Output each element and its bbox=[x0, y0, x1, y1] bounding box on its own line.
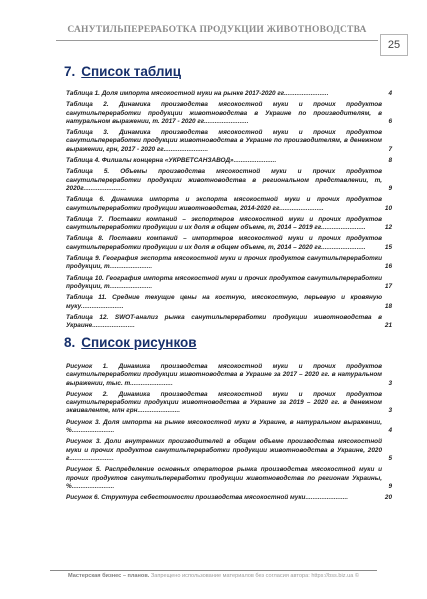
tables-list bbox=[66, 90, 392, 333]
table-toc-entry[interactable] bbox=[66, 235, 392, 252]
toc-entry-page: 18 bbox=[384, 302, 392, 310]
dot-leader: ........................ bbox=[137, 407, 181, 415]
toc-entry-text: Таблица 1. Доля импорта мясокостной муки на рынке 2017-2020 гг. bbox=[66, 90, 286, 97]
table-toc-entry[interactable] bbox=[66, 314, 392, 331]
toc-entry-page: 10 bbox=[384, 204, 392, 212]
toc-entry-page: 4 bbox=[388, 90, 392, 97]
table-toc-entry[interactable] bbox=[66, 90, 392, 98]
toc-entry-page: 9 bbox=[388, 482, 392, 490]
page-header bbox=[56, 22, 378, 41]
toc-entry-page: 7 bbox=[388, 145, 392, 153]
dot-leader: ........................ bbox=[71, 427, 115, 435]
dot-leader: ........................ bbox=[130, 379, 173, 387]
header-title: САНУТИЛЬПЕРЕРАБОТКА ПРОДУКЦИИ ЖИВОТНОВОДСТВА bbox=[67, 25, 367, 35]
tables-section-heading bbox=[64, 64, 181, 79]
table-toc-entry[interactable] bbox=[66, 129, 392, 154]
table-toc-entry[interactable] bbox=[66, 216, 392, 233]
toc-entry-text: Таблица 7. Поставки компаний – экспортеров мясокостной муки и прочих продуктов санутильпереработки продукции и их доля в общем объеме, т, 2014 – 2019 гг. bbox=[66, 215, 382, 232]
toc-entry-page: 4 bbox=[388, 427, 392, 435]
dot-leader: ........................ bbox=[109, 263, 153, 271]
table-toc-entry[interactable] bbox=[66, 196, 392, 213]
toc-entry-page: 3 bbox=[388, 407, 392, 415]
toc-entry-text: Таблица 11. Средние текущие цены на костную, мясокостную, перьевую и кровяную муку bbox=[66, 294, 382, 310]
toc-entry-text: Рисунок 5. Распределение основных операторов рынка производства мясокостной муки и прочих продуктов санутильпереработки продукции животноводства по регионам Украины, % bbox=[66, 466, 382, 490]
toc-entry-page: 3 bbox=[388, 379, 392, 387]
toc-entry-page: 17 bbox=[384, 282, 392, 290]
dot-leader: ........................ bbox=[285, 90, 329, 97]
toc-entry-text: Таблица 4. Филиалы концерна «УКРВЕТСАНЗАВОД» bbox=[66, 157, 234, 165]
toc-entry-text: Рисунок 2. Динамика производства мясокостной муки и прочих продуктов санутильпереработки продукции животноводства в Украине за 2019 – 2020 гг. в денежном эквиваленте, млн грн bbox=[66, 390, 382, 415]
figure-toc-entry[interactable] bbox=[66, 419, 392, 436]
toc-entry-page: 8 bbox=[388, 157, 392, 165]
dot-leader: ........................ bbox=[205, 117, 249, 125]
table-toc-entry[interactable] bbox=[66, 294, 392, 311]
footer-brand: Мастерская бизнес – планов. bbox=[68, 573, 150, 579]
toc-entry-text: Рисунок 6. Структура себестоимости производства мясокостной муки bbox=[66, 494, 306, 502]
dot-leader: ........................ bbox=[71, 482, 115, 490]
toc-entry-text: Таблица 8. Поставки компаний – импортеров мясокостной муки и прочих продуктов санутильпереработки продукции и их доля в общем объеме, т, 2014 – 2020 гг. bbox=[66, 235, 382, 251]
table-toc-entry[interactable] bbox=[66, 157, 392, 165]
figures-section-heading bbox=[64, 335, 197, 350]
table-toc-entry[interactable] bbox=[66, 101, 392, 126]
toc-entry-text: Таблица 12. SWOT-анализ рынка санутильпереработки продукции животноводства в Украине bbox=[66, 313, 382, 330]
toc-entry-text: Таблица 6. Динамика импорта и экспорта мясокостной муки и прочих продуктов санутильпереработки продукции животноводства, 2014-2020 гг. bbox=[66, 196, 382, 212]
dot-leader: ........................ bbox=[322, 224, 366, 232]
dot-leader: ........................ bbox=[322, 243, 366, 251]
section-number: 8. bbox=[64, 335, 76, 350]
dot-leader: ........................ bbox=[281, 204, 324, 212]
toc-entry-text: Таблица 9. География экспорта мясокостной муки и прочих продуктов санутильпереработки продукции, т bbox=[66, 255, 382, 271]
toc-entry-page: 6 bbox=[388, 117, 392, 125]
dot-leader: ........................ bbox=[71, 454, 114, 462]
toc-entry-page: 20 bbox=[384, 494, 392, 502]
figure-toc-entry[interactable] bbox=[66, 494, 392, 502]
figure-toc-entry[interactable] bbox=[66, 438, 392, 463]
toc-entry-text: Таблица 5. Объемы производства мясокостной муки и прочих продуктов санутильпереработки продукции животноводства в региональном представлении, т, 2020г bbox=[66, 168, 382, 192]
table-toc-entry[interactable] bbox=[66, 275, 392, 292]
toc-entry-text: Таблица 3. Динамика производства мясокостной муки и прочих продуктов санутильпереработки продукции животноводства в Украине по производителям, в денежном выражении, грн, 2017 - 2020 гг. bbox=[66, 129, 382, 153]
toc-entry-page: 5 bbox=[388, 454, 392, 462]
page-number: 25 bbox=[380, 34, 408, 56]
footer-notice: Запрещено использование материалов без согласия автора: https://bss.biz.ua © bbox=[149, 573, 359, 579]
dot-leader: ........................ bbox=[80, 302, 124, 310]
toc-entry-page: 21 bbox=[384, 322, 392, 330]
toc-entry-page: 9 bbox=[388, 184, 392, 192]
toc-entry-page: 15 bbox=[384, 243, 392, 251]
dot-leader: ........................ bbox=[233, 157, 277, 165]
toc-entry-text: Таблица 2. Динамика производства мясокостной муки и прочих продуктов санутильпереработки продукции животноводства в Украине по производителям, в натуральном выражении, т. 2017 - 2020 гг. bbox=[66, 101, 382, 125]
toc-entry-page: 16 bbox=[384, 263, 392, 271]
dot-leader: ........................ bbox=[83, 184, 127, 192]
dot-leader: ........................ bbox=[109, 282, 153, 290]
figure-toc-entry[interactable] bbox=[66, 363, 392, 388]
dot-leader: ........................ bbox=[92, 322, 135, 330]
toc-entry-text: Рисунок 3. Доли внутренних производителей в общем объеме производства мясокостной муки и прочих продуктов санутильпереработки продукции животноводства в Украине, 2020 г. bbox=[66, 438, 382, 462]
figure-toc-entry[interactable] bbox=[66, 466, 392, 491]
section-title: Список таблиц bbox=[81, 64, 182, 79]
figures-list bbox=[66, 363, 392, 505]
section-title: Список рисунков bbox=[81, 335, 197, 350]
toc-entry-text: Рисунок 1. Динамика производства мясокостной муки и прочих продуктов санутильпереработки продукции животноводства в Украине за 2017 – 2020 гг. в натуральном выражении, тыс. т bbox=[66, 363, 382, 387]
table-toc-entry[interactable] bbox=[66, 168, 392, 193]
toc-entry-page: 12 bbox=[384, 224, 392, 232]
table-toc-entry[interactable] bbox=[66, 255, 392, 272]
footer-text bbox=[50, 573, 377, 579]
toc-entry-text: Рисунок 3. Доля импорта на рынке мясокостной муки в Украине, в натуральном выражении, % bbox=[66, 418, 382, 435]
section-number: 7. bbox=[64, 64, 76, 79]
figure-toc-entry[interactable] bbox=[66, 391, 392, 416]
page-footer bbox=[50, 570, 377, 583]
dot-leader: ........................ bbox=[305, 494, 349, 502]
toc-entry-text: Таблица 10. География импорта мясокостной муки и прочих продуктов санутильпереработки продукции, т bbox=[66, 274, 382, 290]
dot-leader: ........................ bbox=[165, 145, 209, 153]
